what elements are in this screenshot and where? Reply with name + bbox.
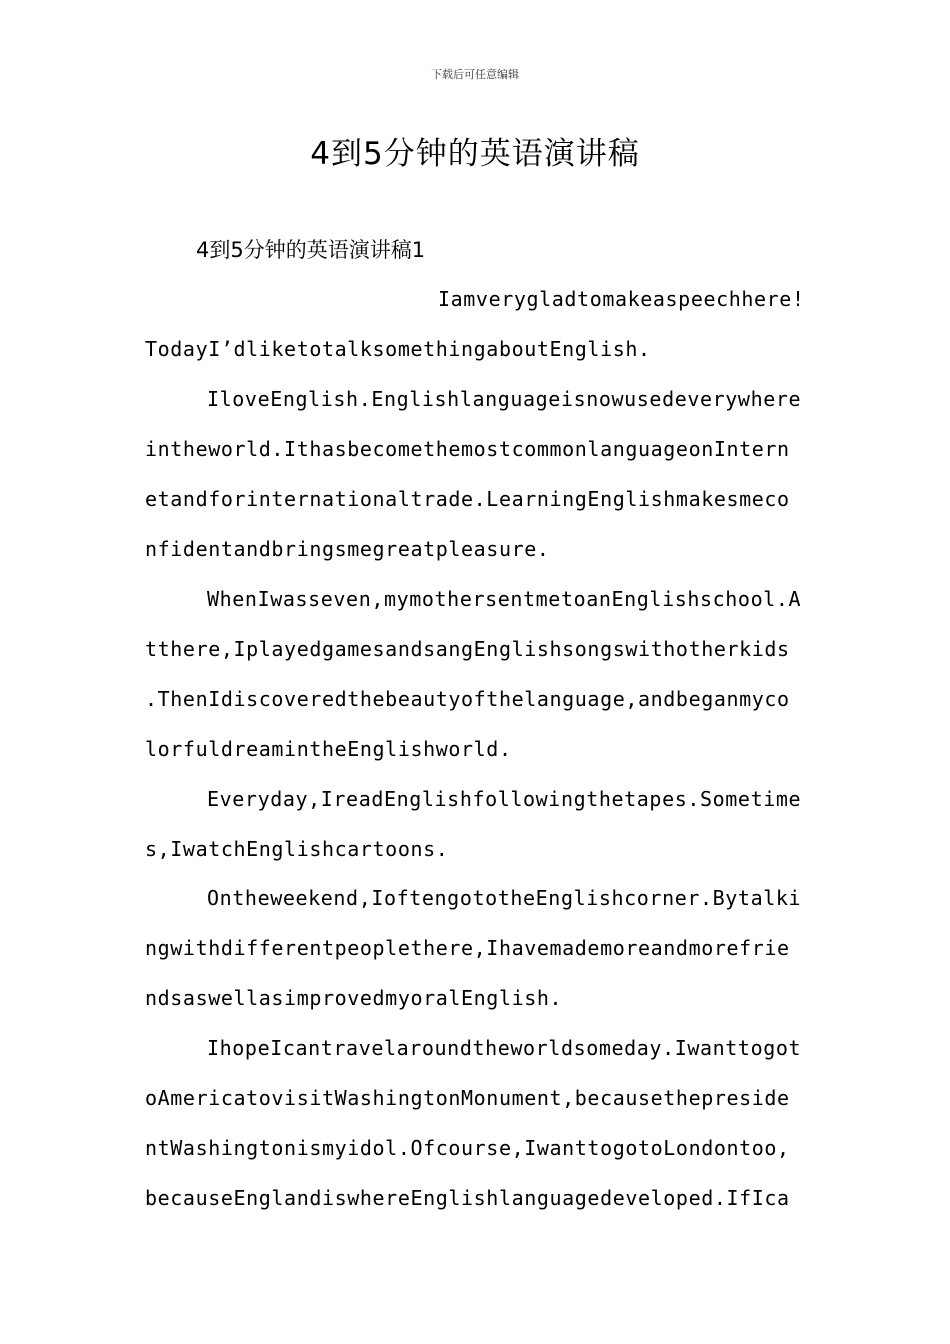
text-line: lorfuldreamintheEnglishworld. xyxy=(145,737,512,761)
text-line: ndsaswellasimprovedmyoralEnglish. xyxy=(145,986,563,1010)
text-line: oAmericatovisitWashingtonMonument,becausethepreside xyxy=(145,1086,790,1110)
text-line: intheworld.IthasbecomethemostcommonlanguageonIntern xyxy=(145,437,790,461)
text-line: ngwithdifferentpeoplethere,Ihavemademoreandmorefrie xyxy=(145,936,790,960)
text-line: Iamverygladtomakeaspeechhere! xyxy=(438,287,805,311)
document-title: 4到5分钟的英语演讲稿 xyxy=(310,136,640,172)
header-note: 下载后可任意编辑 xyxy=(431,68,519,81)
text-line: becauseEnglandiswhereEnglishlanguagedeveloped.IfIca xyxy=(145,1186,790,1210)
text-line: Everyday,IreadEnglishfollowingthetapes.Sometime xyxy=(207,787,802,811)
text-line: nfidentandbringsmegreatpleasure. xyxy=(145,537,550,561)
text-line: IloveEnglish.Englishlanguageisnowusedeverywhere xyxy=(207,387,802,411)
text-line: etandforinternationaltrade.LearningEnglishmakesmeco xyxy=(145,487,790,511)
section-heading: 4到5分钟的英语演讲稿1 xyxy=(196,238,426,262)
text-line: .ThenIdiscoveredthebeautyofthelanguage,andbeganmyco xyxy=(145,687,790,711)
text-line: s,IwatchEnglishcartoons. xyxy=(145,837,449,861)
text-line: WhenIwasseven,mymothersentmetoanEnglishschool.A xyxy=(207,587,802,611)
text-line: Ontheweekend,IoftengototheEnglishcorner.Bytalki xyxy=(207,886,802,910)
text-line: IhopeIcantravelaroundtheworldsomeday.Iwanttogot xyxy=(207,1036,802,1060)
text-line: TodayI’dliketotalksomethingaboutEnglish. xyxy=(145,337,651,361)
text-line: tthere,IplayedgamesandsangEnglishsongswithotherkids xyxy=(145,637,790,661)
text-line: ntWashingtonismyidol.Ofcourse,IwanttogotoLondontoo, xyxy=(145,1136,790,1160)
